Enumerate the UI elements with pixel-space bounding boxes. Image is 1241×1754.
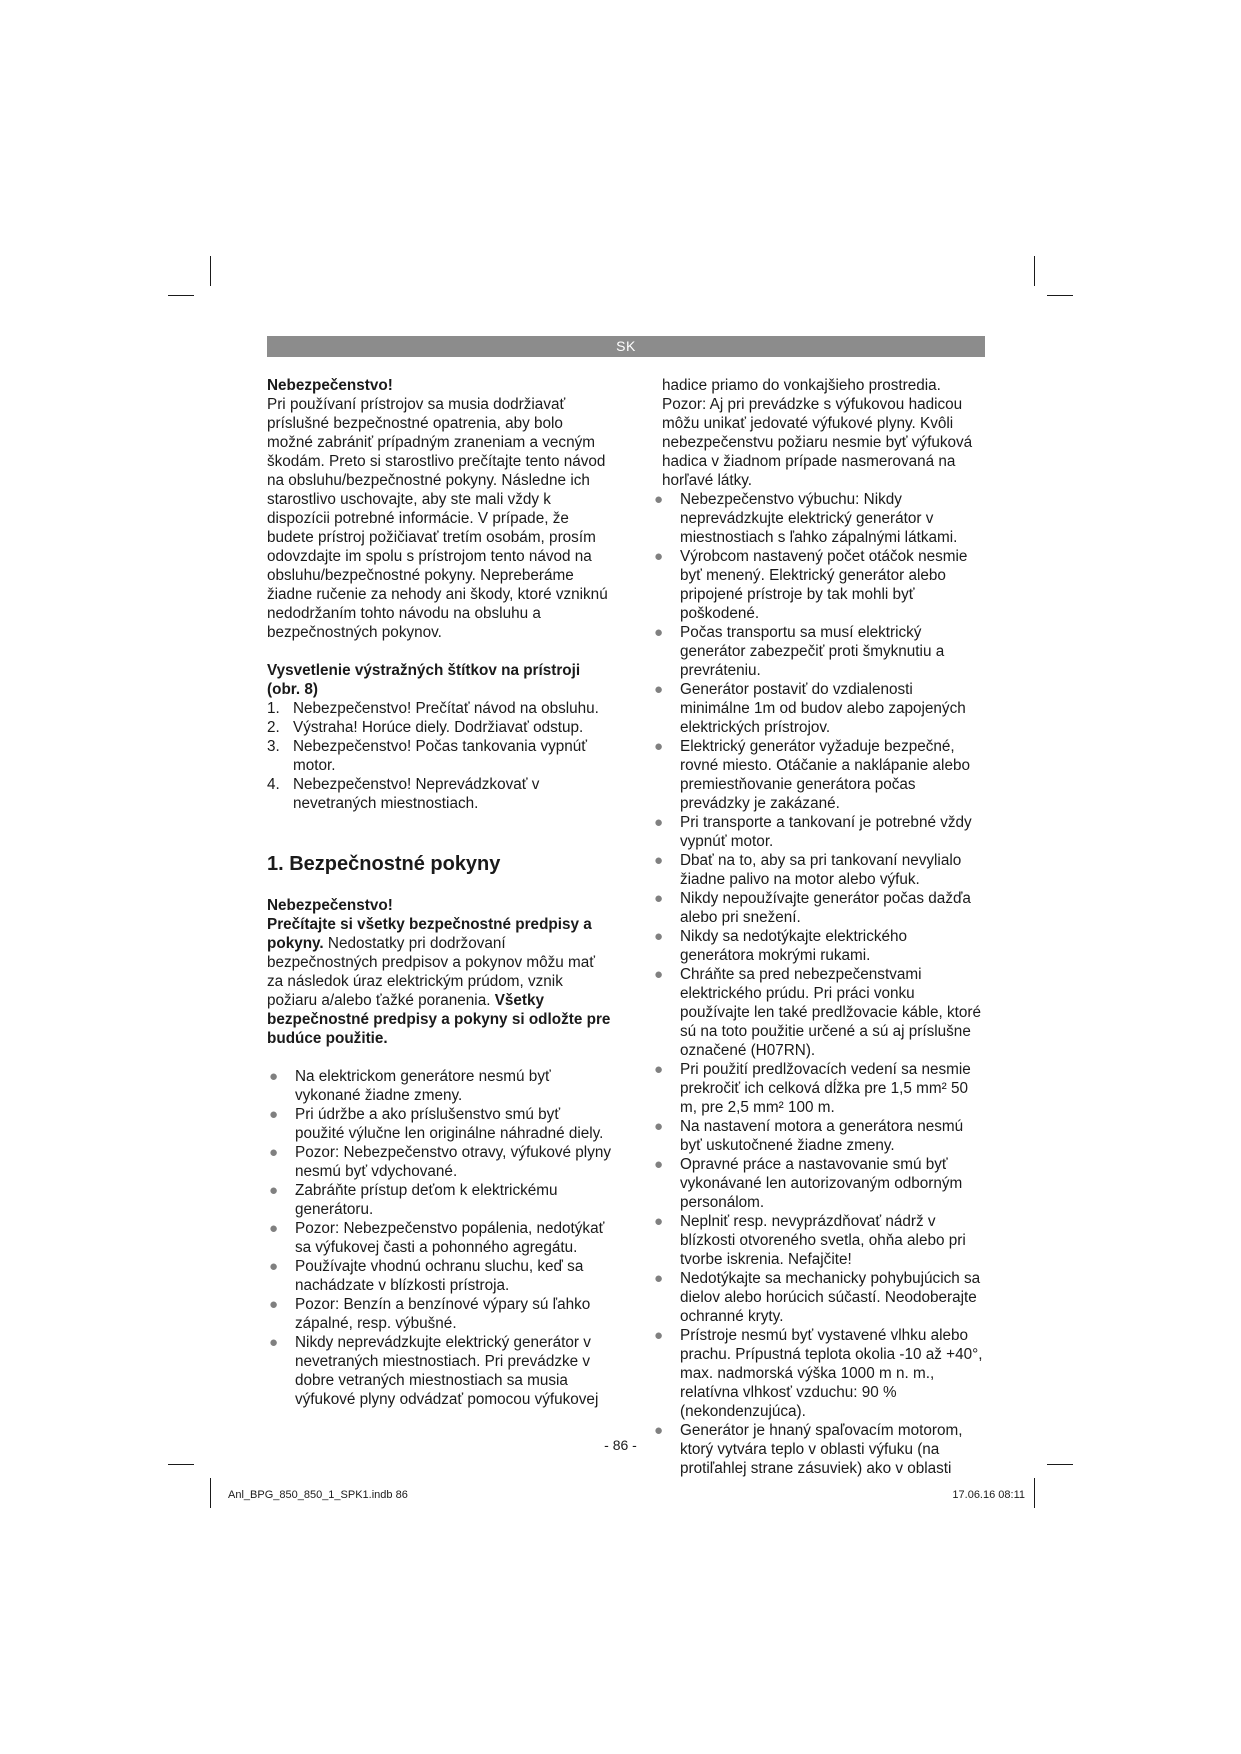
bullet-icon: ● <box>654 1118 664 1135</box>
bullet-icon: ● <box>654 1156 664 1173</box>
labels-list <box>267 699 613 813</box>
file-info: Anl_BPG_850_850_1_SPK1.indb 86 <box>228 1489 408 1501</box>
list-item: ● Pri použití predlžovacích vedení sa nesmie prekročiť ich celková dĺžka pre 1,5 mm² 50 m, pre 2,5 mm² 100 m. <box>654 1061 971 1116</box>
bullet-icon: ● <box>654 548 664 565</box>
section-warning: Nebezpečenstvo! <box>267 897 393 914</box>
left-column <box>267 376 613 1409</box>
page-number: - 86 - <box>604 1437 637 1453</box>
list-item: ● Nedotýkajte sa mechanicky pohybujúcich sa dielov alebo horúcich súčastí. Neodoberajte ochranné kryty. <box>654 1270 981 1325</box>
list-item: ● Počas transportu sa musí elektrický generátor zabezpečiť proti šmyknutiu a prevráteniu. <box>654 624 945 679</box>
list-item: 3. Nebezpečenstvo! Počas tankovania vypnúť motor. <box>267 738 588 774</box>
bullet-icon: ● <box>654 1422 664 1439</box>
list-item: ● Neplniť resp. nevyprázdňovať nádrž v blízkosti otvoreného svetla, ohňa alebo pri tvorbe iskrenia. Nefajčite! <box>654 1213 966 1268</box>
bullet-icon: ● <box>654 624 664 641</box>
bullet-icon: ● <box>654 1270 664 1287</box>
bullet-icon: ● <box>654 966 664 983</box>
bullet-icon: ● <box>654 491 664 508</box>
list-item: ● Na elektrickom generátore nesmú byť vykonané žiadne zmeny. <box>269 1068 551 1104</box>
list-item: ● Na nastavení motora a generátora nesmú byť uskutočnené žiadne zmeny. <box>654 1118 964 1154</box>
crop-mark <box>168 295 194 296</box>
list-item: ● Nikdy sa nedotýkajte elektrického generátora mokrými rukami. <box>654 928 908 964</box>
list-item: ● Pozor: Nebezpečenstvo popálenia, nedotýkať sa výfukovej časti a pohonného agregátu. <box>269 1220 605 1256</box>
bullet-icon: ● <box>269 1182 279 1199</box>
list-item: ● Pozor: Nebezpečenstvo otravy, výfukové plyny nesmú byť vdychované. <box>269 1144 612 1180</box>
section-intro: Prečítajte si všetky bezpečnostné predpisy a pokyny. Nedostatky pri dodržovaní bezpečnostných predpisov a pokynov môžu mať za následok úraz elektrickým prúdom, vznik požiaru a/alebo ťažké poranenia. Všetky bezpečnostné predpisy a pokyny si odložte pre budúce použitie. <box>267 916 611 1047</box>
bullet-icon: ● <box>654 1327 664 1344</box>
list-item: ● Chráňte sa pred nebezpečenstvami elektrického prúdu. Pri práci vonku používajte len také predlžovacie káble, ktoré sú na toto použitie určené a sú aj príslušne označené (H07RN). <box>654 966 982 1059</box>
bullet-icon: ● <box>654 681 664 698</box>
bullet-icon: ● <box>654 890 664 907</box>
list-item: ● Generátor postaviť do vzdialenosti minimálne 1m od budov alebo zapojených elektrických prístrojov. <box>654 681 966 736</box>
warning-text: Pri používaní prístrojov sa musia dodržiavať príslušné bezpečnostné opatrenia, aby bolo možné zabrániť prípadným zraneniam a vecným škodám. Preto si starostlivo prečítajte tento návod na obsluhu/bezpečnostné pokyny. Následne ich starostlivo uschovajte, aby ste mali vždy k dispozícii potrebné informácie. V prípade, že budete prístroj požičiavať tretím osobám, prosím odovzdajte im spolu s prístrojom tento návod na obsluhu/bezpečnostné pokyny. Nepreberáme žiadne ručenie za nehody ani škody, ktoré vzniknú nedodržaním tohto návodu na obsluhu a bezpečnostných pokynov. <box>267 396 608 641</box>
list-item: 4. Nebezpečenstvo! Neprevádzkovať v nevetraných miestnostiach. <box>267 776 540 812</box>
bullet-icon: ● <box>654 738 664 755</box>
list-item: ● Nikdy nepoužívajte generátor počas dažďa alebo pri snežení. <box>654 890 971 926</box>
list-item: ● Nebezpečenstvo výbuchu: Nikdy neprevádzkujte elektrický generátor v miestnostiach s ľahko zápalnými látkami. <box>654 491 958 546</box>
list-item: ● Generátor je hnaný spaľovacím motorom, ktorý vytvára teplo v oblasti výfuku (na protiľahlej strane zásuviek) ako v oblasti <box>654 1422 963 1477</box>
bullet-icon: ● <box>654 852 664 869</box>
list-item: ● Elektrický generátor vyžaduje bezpečné, rovné miesto. Otáčanie a naklápanie alebo premiestňovanie generátora počas prevádzky je zakázané. <box>654 738 970 812</box>
list-item: 2. Výstraha! Horúce diely. Dodržiavať odstup. <box>267 719 584 736</box>
crop-mark <box>1034 256 1035 286</box>
list-item: ● Pozor: Benzín a benzínové výpary sú ľahko zápalné, resp. výbušné. <box>269 1296 591 1332</box>
bullet-icon: ● <box>269 1068 279 1085</box>
bullet-icon: ● <box>654 814 664 831</box>
list-item: ● Opravné práce a nastavovanie smú byť vykonávané len autorizovaným odborným personálom. <box>654 1156 963 1211</box>
crop-mark <box>210 256 211 286</box>
section-title: 1. Bezpečnostné pokyny <box>267 853 501 875</box>
bullet-icon: ● <box>269 1144 279 1161</box>
crop-mark <box>210 1478 211 1508</box>
safety-bullets-left <box>267 1067 613 1409</box>
bullet-icon: ● <box>269 1296 279 1313</box>
crop-mark <box>168 1464 194 1465</box>
list-item: ● Zabráňte prístup deťom k elektrickému generátoru. <box>269 1182 558 1218</box>
crop-mark <box>1047 295 1073 296</box>
crop-mark <box>1047 1464 1073 1465</box>
bullet-icon: ● <box>654 1061 664 1078</box>
list-item: ● Nikdy neprevádzkujte elektrický generátor v nevetraných miestnostiach. Pri prevádzke v dobre vetraných miestnostiach sa musia výfukové plyny odvádzať pomocou výfukovej <box>269 1334 599 1408</box>
bullet-icon: ● <box>269 1220 279 1237</box>
list-item: ● Dbať na to, aby sa pri tankovaní nevylialo žiadne palivo na motor alebo výfuk. <box>654 852 962 888</box>
bullet-icon: ● <box>654 928 664 945</box>
list-item: 1. Nebezpečenstvo! Prečítať návod na obsluhu. <box>267 700 599 717</box>
bullet-icon: ● <box>269 1258 279 1275</box>
right-column <box>652 376 985 1478</box>
bullet-icon: ● <box>269 1334 279 1351</box>
crop-mark <box>1034 1478 1035 1508</box>
language-code: SK <box>616 338 636 354</box>
list-item: ● Prístroje nesmú byť vystavené vlhku alebo prachu. Prípustná teplota okolia -10 až +40°, max. nadmorská výška 1000 m n. m., relatívna vlhkosť vzduchu: 90 % (nekondenzujúca). <box>654 1327 983 1420</box>
labels-heading: Vysvetlenie výstražných štítkov na prístroji (obr. 8) <box>267 662 581 698</box>
list-item: ● Pri transporte a tankovaní je potrebné vždy vypnúť motor. <box>654 814 972 850</box>
timestamp: 17.06.16 08:11 <box>952 1489 1025 1501</box>
safety-bullets-right <box>652 490 985 1478</box>
bullet-icon: ● <box>654 1213 664 1230</box>
continuation-text: hadice priamo do vonkajšieho prostredia. Pozor: Aj pri prevádzke s výfukovou hadicou môžu unikať jedovaté výfukové plyny. Kvôli nebezpečenstvu požiaru nesmie byť výfuková hadica v žiadnom prípade nasmerovaná na horľavé látky. <box>662 377 973 489</box>
language-header-bar <box>267 336 985 357</box>
warning-heading: Nebezpečenstvo! <box>267 377 393 394</box>
list-item: ● Výrobcom nastavený počet otáčok nesmie byť menený. Elektrický generátor alebo pripojené prístroje by tak mohli byť poškodené. <box>654 548 968 622</box>
list-item: ● Používajte vhodnú ochranu sluchu, keď sa nachádzate v blízkosti prístroja. <box>269 1258 584 1294</box>
bullet-icon: ● <box>269 1106 279 1123</box>
list-item: ● Pri údržbe a ako príslušenstvo smú byť použité výlučne len originálne náhradné diely. <box>269 1106 604 1142</box>
